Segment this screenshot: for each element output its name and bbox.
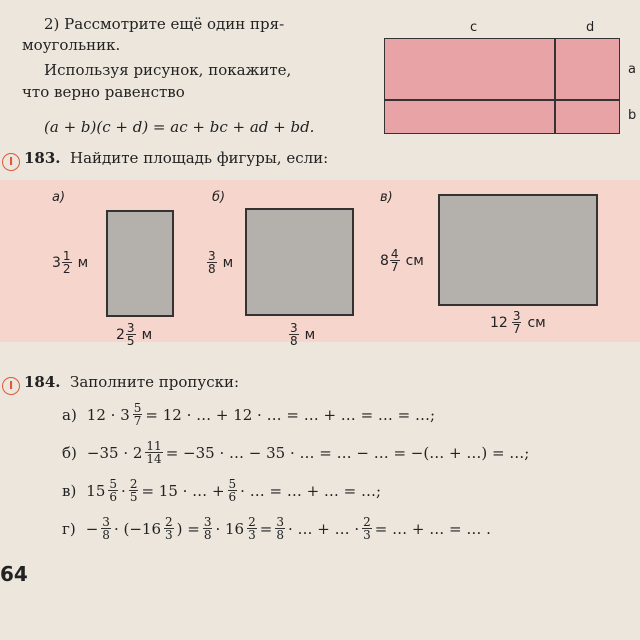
page-number: 64 — [0, 562, 28, 586]
fig-c-rectangle — [438, 194, 598, 306]
fig-c-label: в) — [380, 190, 393, 205]
task184-line-d: г) − $\frac{3}{8}$ · (−16 $\frac{2}{3}$ ) = $\frac{3}{8}$ · 16 $\frac{2}{3}$ = $\frac{3}{8}$ · … + … · $\frac{2}{3}$ = … + … = … . — [62, 515, 491, 542]
split-rectangle — [384, 38, 620, 134]
task184-number: 184. — [24, 373, 61, 391]
fig-b-square — [245, 208, 354, 316]
label-a: a — [628, 62, 636, 77]
task-prev-line4: что верно равенство — [22, 83, 185, 101]
task-prev-line3: Используя рисунок, покажите, — [44, 61, 292, 79]
rect-horizontal-line — [385, 99, 619, 101]
identity-formula: (a + b)(c + d) = ac + bc + ad + bd. — [44, 118, 315, 136]
fig-b-width: $\frac{3}{8}$ м — [290, 321, 316, 348]
task184-line-b: б) −35 · 2 $\frac{11}{14}$ = −35 · … − 35 · … = … − … = −(… + …) = …; — [62, 439, 530, 466]
label-d: d — [586, 20, 595, 35]
fig-a-label: а) — [52, 190, 66, 205]
task183-text: Найдите площадь фигуры, если: — [70, 149, 329, 167]
label-c: c — [470, 20, 478, 35]
fig-c-height: 8 $\frac{4}{7}$ см — [380, 247, 424, 274]
task-prev-line1: 2) Рассмотрите ещё один пря- — [44, 15, 285, 33]
fig-b-label: б) — [212, 190, 226, 205]
task183-badge: I — [2, 150, 20, 171]
task184-badge: I — [2, 374, 20, 395]
task184-line-a: а) 12 · 3 $\frac{5}{7}$ = 12 · … + 12 · … = … + … = … = …; — [62, 401, 436, 428]
task-prev-line2: моугольник. — [22, 36, 121, 54]
fig-b-height: $\frac{3}{8}$ м — [208, 249, 234, 276]
fig-c-width: 12 $\frac{3}{7}$ см — [490, 309, 546, 336]
fig-a-width: 2 $\frac{3}{5}$ м — [116, 321, 153, 348]
task183-number: 183. — [24, 149, 61, 167]
fig-a-rectangle — [106, 210, 174, 317]
fig-a-height: 3 $\frac{1}{2}$ м — [52, 249, 89, 276]
task184-text: Заполните пропуски: — [70, 373, 240, 391]
rect-vertical-line — [554, 39, 556, 133]
label-b: b — [628, 108, 637, 123]
task184-line-c: в) 15 $\frac{5}{6}$ · $\frac{2}{5}$ = 15 · … + $\frac{5}{6}$ · … = … + … = …; — [62, 477, 382, 504]
